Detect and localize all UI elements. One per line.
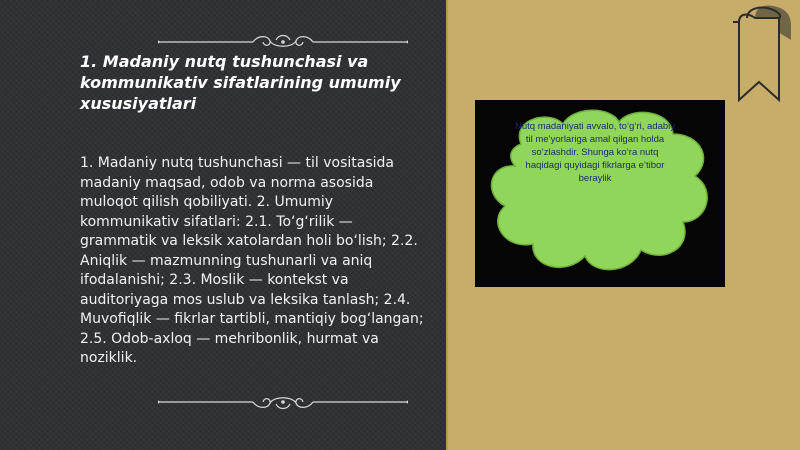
bookmark-ribbon-icon [733,0,795,112]
flourish-ornament-bottom [158,392,408,412]
flourish-ornament-top [158,32,408,52]
cloud-caption: Nutq madaniyati avvalo, to‘g‘ri, adabiy til me’yorlariga amal qilgan holda so‘zlashdir. Shunga ko‘ra nutq haqidagi quyidagi fikrlarga e’tibor beraylik [515,121,676,184]
illustration-image [475,100,725,287]
slide-body-text: 1. Madaniy nutq tushunchasi — til vositasida madaniy maqsad, odob va norma asosida muloqot qilish qobiliyati. 2. Umumiy kommunikativ sifatlari: 2.1. To‘g‘rilik — grammatik va leksik xatolardan holi bo‘lish; 2.2. Aniqlik — mazmunning tushunarli va aniq ifodalanishi; 2.3. Moslik — kontekst va auditoriyaga mos uslub va leksika tanlash; 2.4. Muvofiqlik — fikrlar tartibli, mantiqiy bog‘langan; 2.5. Odob-axloq — mehribonlik, hurmat va noziklik. [80,155,424,366]
slide-heading: 1. Madaniy nutq tushunchasi va kommunikativ sifatlarining umumiy xususiyatlari [80,52,401,113]
